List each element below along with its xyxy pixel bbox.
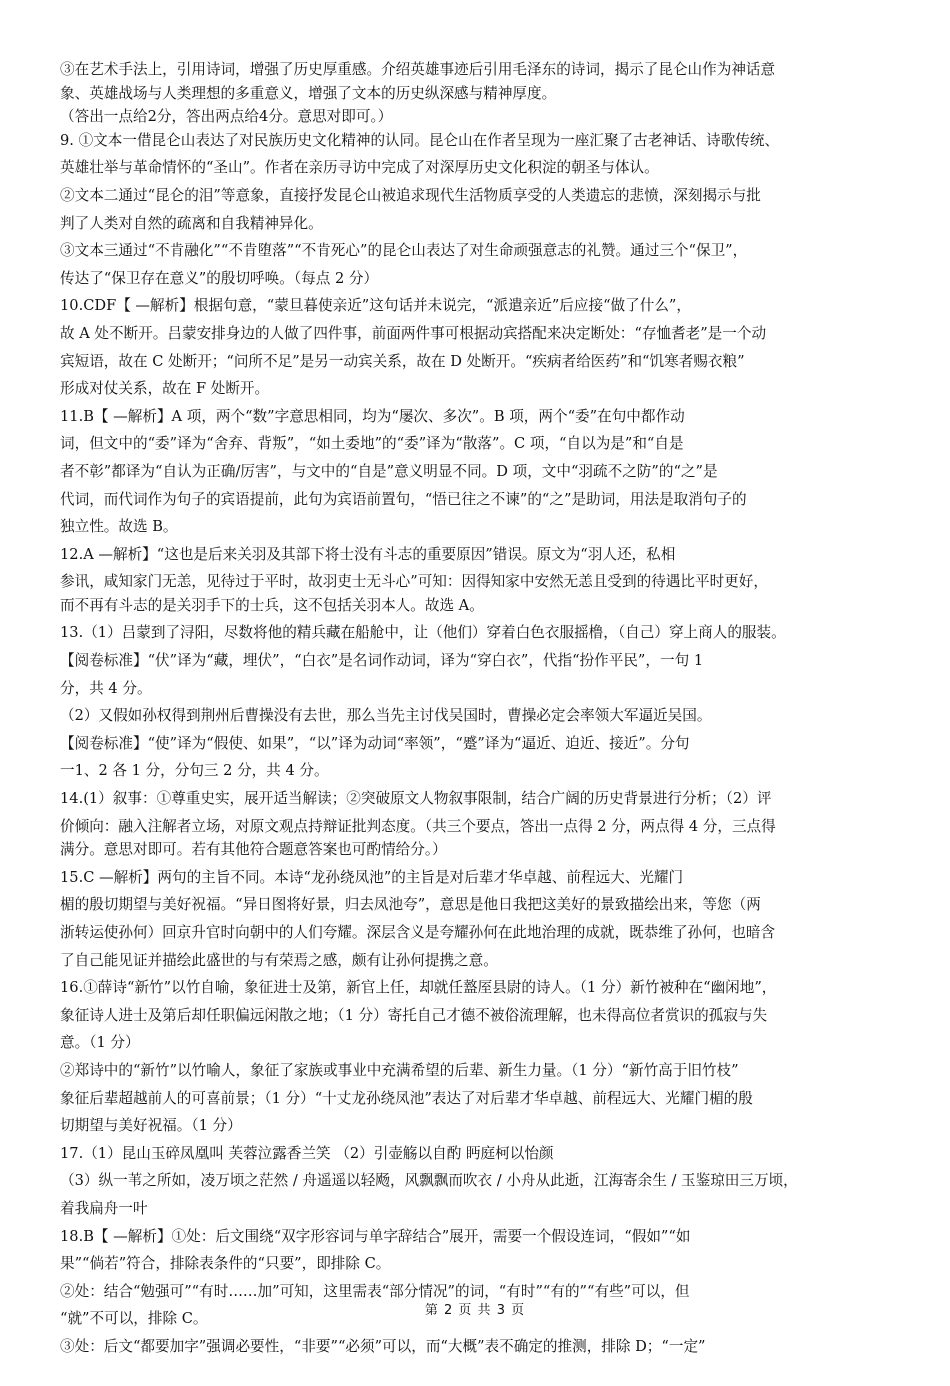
text-line: 参讯，咸知家门无恙，见待过于平时，故羽吏士无斗心”可知：因得知家中安然无恙且受到的待遇比平时更好，: [60, 570, 890, 594]
text-line: （3）纵一苇之所如，凌万顷之茫然 / 舟遥遥以轻飏，风飘飘而吹衣 / 小舟从此逝，江海寄余生 / 玉鉴琼田三万顷，: [60, 1169, 890, 1193]
text-line: （答出一点给2分，答出两点给4分。意思对即可。）: [60, 105, 890, 129]
text-line: ②处：结合“勉强可”“有时……加”可知，这里需表“部分情况”的词，“有时”“有的”“有些”可以，但: [60, 1280, 890, 1304]
text-line: 满分。意思对即可。若有其他符合题意答案也可酌情给分。）: [60, 838, 890, 862]
text-line: 12.A —解析】“这也是后来关羽及其部下将士没有斗志的重要原因”错误。原文为“羽人还，私相: [60, 543, 890, 567]
text-line: ②文本二通过“昆仑的泪”等意象，直接抒发昆仑山被追求现代生活物质享受的人类遗忘的悲愤，深刻揭示与批: [60, 184, 890, 208]
text-line: 9. ①文本一借昆仑山表达了对民族历史文化精神的认同。昆仑山在作者呈现为一座汇聚了古老神话、诗歌传统、: [60, 129, 890, 153]
text-line: 象征后辈超越前人的可喜前景；（1 分）“十丈龙孙绕凤池”表达了对后辈才华卓越、前程远大、光耀门楣的殷: [60, 1087, 890, 1111]
text-line: 11.B【 —解析】A 项，两个“数”字意思相同，均为“屡次、多次”。B 项，两个“委”在句中都作动: [60, 405, 890, 429]
text-line: 象征诗人进士及第后却任职偏远闲散之地；（1 分）寄托自己才德不被俗流理解，也未得高位者赏识的孤寂与失: [60, 1004, 890, 1028]
answer-text: [60, 58, 890, 1386]
text-line: 18.B【 —解析】①处：后文围绕“双字形容词与单字辞结合”展开，需要一个假设连词，“假如”“如: [60, 1225, 890, 1249]
text-line: 意。（1 分）: [60, 1031, 890, 1055]
text-line: 了自己能见证并描绘此盛世的与有荣焉之感，颇有让孙何提携之意。: [60, 949, 890, 973]
text-line: （2）又假如孙权得到荆州后曹操没有去世，那么当先主讨伐吴国时，曹操必定会率领大军逼近吴国。: [60, 704, 890, 728]
text-line: “就”不可以，排除 C。: [60, 1307, 890, 1331]
text-line: 价倾向：融入注解者立场，对原文观点持辩证批判态度。（共三个要点，答出一点得 2 分，两点得 4 分，三点得: [60, 815, 890, 839]
text-line: 而不再有斗志的是关羽手下的士兵，这不包括关羽本人。故选 A。: [60, 594, 890, 618]
text-line: 故 A 处不断开。吕蒙安排身边的人做了四件事，前面两件事可根据动宾搭配来决定断处：“存恤耆老”是一个动: [60, 322, 890, 346]
page-footer: 第 2 页 共 3 页: [0, 1299, 950, 1318]
text-line: [60, 1363, 890, 1386]
text-line: 【阅卷标准】“使”译为“假使、如果”，“以”译为动词“率领”，“蹙”译为“逼近、迫近、接近”。分句: [60, 732, 890, 756]
text-line: 词，但文中的“委”译为“舍弃、背叛”，“如土委地”的“委”译为“散落”。C 项，“自以为是”和“自是: [60, 432, 890, 456]
text-line: 分，共 4 分。: [60, 677, 890, 701]
text-line: 果”“倘若”符合，排除表条件的“只要”，即排除 C。: [60, 1252, 890, 1276]
text-line: 着我扁舟一叶: [60, 1197, 890, 1221]
text-line: 宾短语，故在 C 处断开；“问所不足”是另一动宾关系，故在 D 处断开。“疾病者给医药”和“饥寒者赐衣粮”: [60, 350, 890, 374]
text-line: ③处：后文“都要加字”强调必要性，“非要”“必须”可以，而“大概”表不确定的推测，排除 D；“一定”: [60, 1335, 890, 1359]
text-line: 代词，而代词作为句子的宾语提前，此句为宾语前置句，“悟已往之不谏”的“之”是助词，用法是取消句子的: [60, 488, 890, 512]
text-line: 切期望与美好祝福。（1 分）: [60, 1114, 890, 1138]
text-line: 15.C —解析】两句的主旨不同。本诗“龙孙绕凤池”的主旨是对后辈才华卓越、前程远大、光耀门: [60, 866, 890, 890]
text-line: 10.CDF【 —解析】根据句意，“蒙旦暮使亲近”这句话并未说完，“派遣亲近”后应接“做了什么”，: [60, 294, 890, 318]
text-line: 14.(1）叙事：①尊重史实，展开适当解读；②突破原文人物叙事限制，结合广阔的历史背景进行分析；（2）评: [60, 787, 890, 811]
text-line: 象、英雄战场与人类理想的多重意义，增强了文本的历史纵深感与精神厚度。: [60, 82, 890, 106]
text-line: 独立性。故选 B。: [60, 515, 890, 539]
text-line: 英雄壮举与革命情怀的“圣山”。作者在亲历寻访中完成了对深厚历史文化积淀的朝圣与体认。: [60, 156, 890, 180]
text-line: 16.①薛诗“新竹”以竹自喻，象征进士及第，新官上任，却就任盩厔县尉的诗人。（1 分）新竹被种在“幽闲地”，: [60, 976, 890, 1000]
text-line: ③文本三通过“不肯融化”“不肯堕落”“不肯死心”的昆仑山表达了对生命顽强意志的礼赞。通过三个“保卫”，: [60, 239, 890, 263]
text-line: 一1、2 各 1 分，分句三 2 分，共 4 分。: [60, 759, 890, 783]
text-line: 传达了“保卫存在意义”的殷切呼唤。（每点 2 分）: [60, 267, 890, 291]
text-line: 浙转运使孙何）回京升官时向朝中的人们夸耀。深层含义是夸耀孙何在此地治理的成就，既恭维了孙何，也暗含: [60, 921, 890, 945]
text-line: 17.（1）昆山玉碎凤凰叫 芙蓉泣露香兰笑 （2）引壶觞以自酌 眄庭柯以怡颜: [60, 1142, 890, 1166]
text-line: ②郑诗中的“新竹”以竹喻人，象征了家族或事业中充满希望的后辈、新生力量。（1 分）“新竹高于旧竹枝”: [60, 1059, 890, 1083]
text-line: 者不彰”都译为“自认为正确/厉害”，与文中的“自是”意义明显不同。D 项，文中“羽疏不之防”的“之”是: [60, 460, 890, 484]
text-line: 13.（1）吕蒙到了浔阳，尽数将他的精兵藏在船舱中，让（他们）穿着白色衣服摇橹，（自己）穿上商人的服装。: [60, 621, 890, 645]
text-line: ③在艺术手法上，引用诗词，增强了历史厚重感。介绍英雄事迹后引用毛泽东的诗词，揭示了昆仑山作为神话意: [60, 58, 890, 82]
text-line: 判了人类对自然的疏离和自我精神异化。: [60, 212, 890, 236]
text-line: 楣的殷切期望与美好祝福。“异日图将好景，归去凤池夸”，意思是他日我把这美好的景致描绘出来，等您（两: [60, 893, 890, 917]
text-line: 形成对仗关系，故在 F 处断开。: [60, 377, 890, 401]
text-line: 【阅卷标准】“伏”译为“藏，埋伏”，“白衣”是名词作动词，译为“穿白衣”，代指“扮作平民”，一句 1: [60, 649, 890, 673]
